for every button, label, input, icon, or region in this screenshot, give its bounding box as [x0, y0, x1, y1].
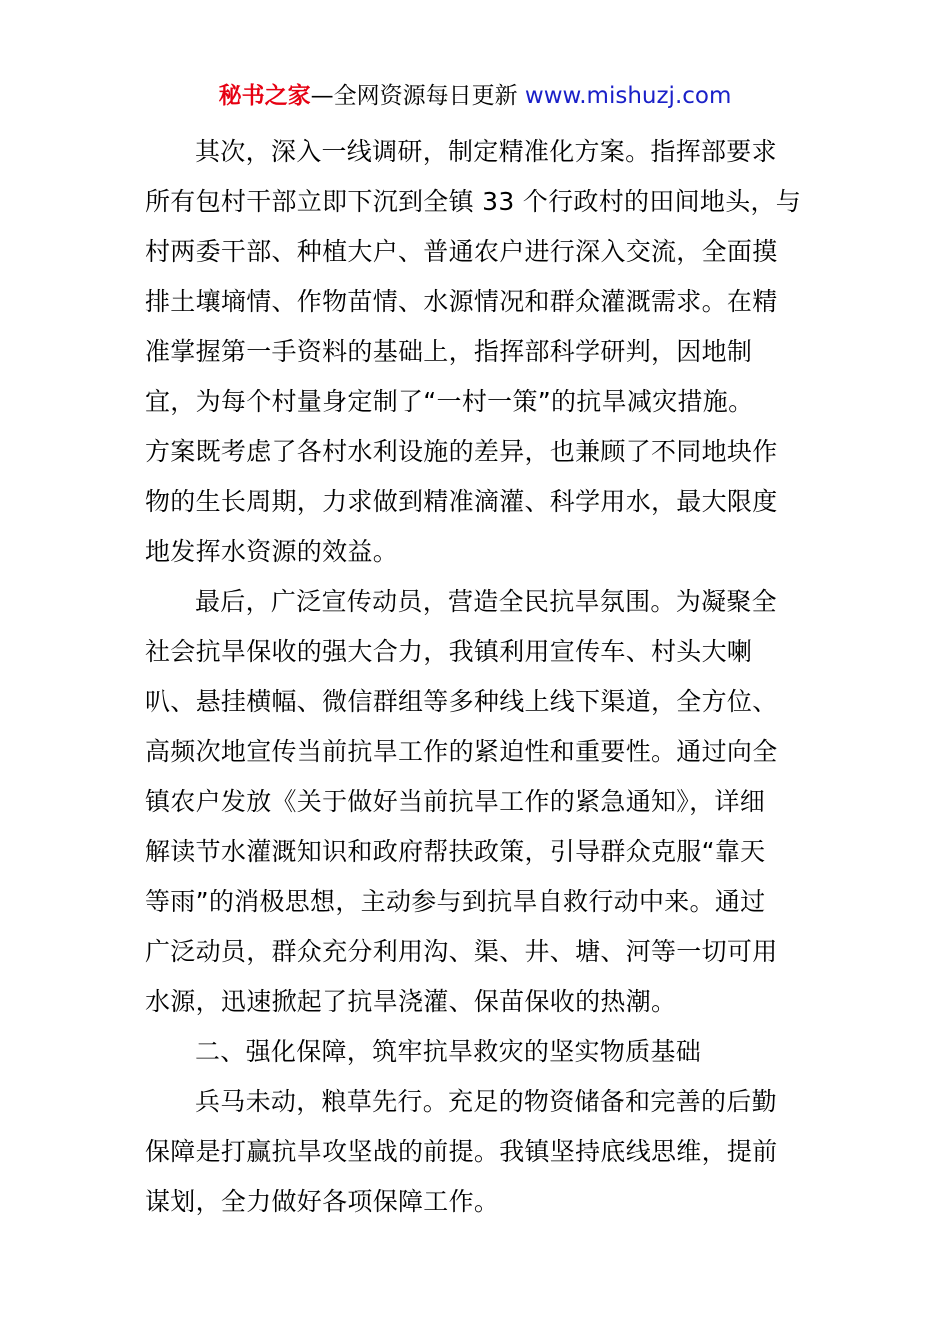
paragraph-line: 叭、悬挂横幅、微信群组等多种线上线下渠道，全方位、 [145, 687, 778, 716]
paragraph-line: 高频次地宣传当前抗旱工作的紧迫性和重要性。通过向全 [145, 737, 778, 766]
section-heading: 二、强化保障，筑牢抗旱救灾的坚实物质基础 [195, 1037, 702, 1066]
paragraph-line: 宜，为每个村量身定制了“一村一策”的抗旱减灾措施。 [145, 387, 754, 416]
paragraph-line: 等雨”的消极思想，主动参与到抗旱自救行动中来。通过 [145, 887, 766, 916]
site-url: www.mishuzj.com [524, 83, 732, 109]
paragraph-line: 保障是打赢抗旱攻坚战的前提。我镇坚持底线思维，提前 [145, 1137, 778, 1166]
paragraph-line: 物的生长周期，力求做到精准滴灌、科学用水，最大限度 [145, 487, 778, 516]
header-tagline: —全网资源每日更新 [310, 83, 525, 109]
paragraph-line: 村两委干部、种植大户、普通农户进行深入交流，全面摸 [145, 237, 778, 266]
paragraph-line: 方案既考虑了各村水利设施的差异，也兼顾了不同地块作 [145, 437, 778, 466]
paragraph-line: 社会抗旱保收的强大合力，我镇利用宣传车、村头大喇 [145, 637, 753, 666]
document-body [145, 127, 815, 1227]
brand-name: 秘书之家 [218, 83, 311, 109]
paragraph-line: 广泛动员，群众充分利用沟、渠、井、塘、河等一切可用 [145, 937, 778, 966]
paragraph-line: 所有包村干部立即下沉到全镇 33 个行政村的田间地头，与 [145, 187, 802, 216]
paragraph-line: 谋划，全力做好各项保障工作。 [145, 1187, 500, 1216]
paragraph-line: 解读节水灌溉知识和政府帮扶政策，引导群众克服“靠天 [145, 837, 766, 866]
paragraph-line: 镇农户发放《关于做好当前抗旱工作的紧急通知》，详细 [145, 787, 766, 816]
paragraph-line: 排土壤墒情、作物苗情、水源情况和群众灌溉需求。在精 [145, 287, 778, 316]
page-header [0, 80, 950, 112]
paragraph-line: 兵马未动，粮草先行。充足的物资储备和完善的后勤 [195, 1087, 777, 1116]
paragraph-line: 水源，迅速掀起了抗旱浇灌、保苗保收的热潮。 [145, 987, 677, 1016]
paragraph-line: 其次，深入一线调研，制定精准化方案。指挥部要求 [195, 137, 777, 166]
paragraph-line: 地发挥水资源的效益。 [145, 537, 399, 566]
paragraph-line: 最后，广泛宣传动员，营造全民抗旱氛围。为凝聚全 [195, 587, 777, 616]
paragraph-line: 准掌握第一手资料的基础上，指挥部科学研判，因地制 [145, 337, 753, 366]
